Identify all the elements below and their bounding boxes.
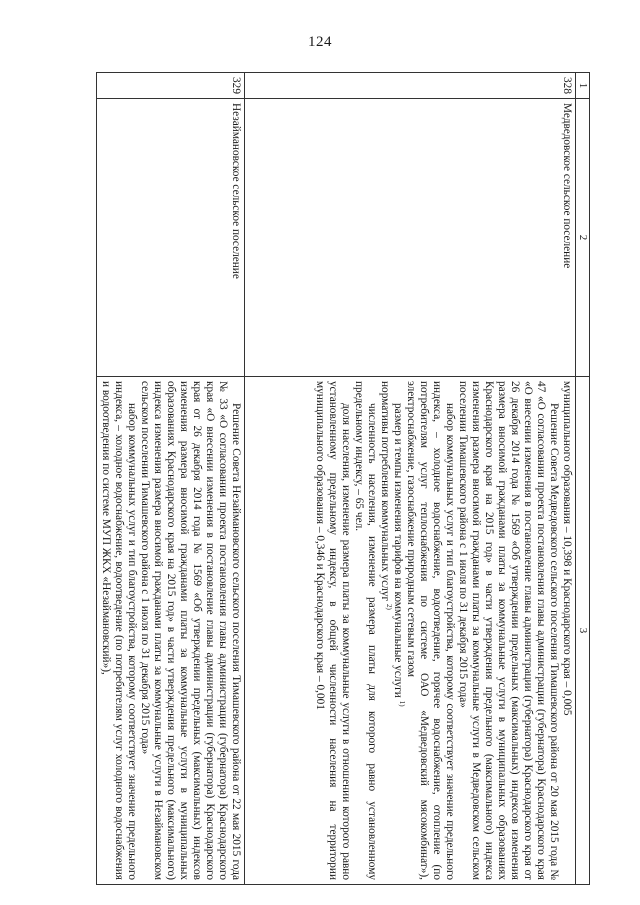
- row-content: [97, 377, 245, 885]
- content-paragraph: Решение Совета Незаймановского сельского поселения Тимашевского района от 22 мая 2015 года № 33 «О согласовании проекта постановления главы администрации (губернатора) Краснодарского края «О внесении изменения в постановление главы администрации (губернатора) Краснодарского края от 26 декабря 2014 года № 1569 «Об утверждении предельных (максимальных) индексов изменения размера вносимой гражданами платы за коммунальные услуги в муниципальных образованиях Краснодарского края на 2015 год» в части утверждения предельного (максимального) индекса изменения размера вносимой гражданами платы за коммунальные услуги в Незаймановском сельском поселении Тимашевского района с 1 июля по 31 декабря 2015 года»: [139, 381, 242, 880]
- content-paragraph: набор коммунальных услуг и тип благоустройства, которому соответствует значение предельного индекса, – холодное водоснабжение, водоотведение, горячее водоснабжение, отопление (по потребителям услуг теплоснабжения по системе ОАО «Медведовский мясокомбинат»), электроснабжение, газоснабжение природным сетевым газом: [405, 381, 456, 880]
- row-content: [245, 377, 576, 885]
- document-table: [96, 72, 590, 885]
- content-paragraph: размер и темпы изменения тарифов на коммунальные услуги $^{1)}$: [392, 403, 406, 707]
- content-paragraph: набор коммунальных услуг и тип благоустройства, которому соответствует значение предельного индекса, – холодное водоснабжение, водоотведение (по потребителям услуг холодного водоснабжения и водоотведения по системе МУП ЖКХ «Незаймановский»),: [100, 381, 138, 880]
- page-number: 124: [308, 34, 332, 50]
- content-paragraph: муниципального образования – 10,398 и Краснодарского края – 0,005: [561, 381, 573, 716]
- table-row: [245, 73, 576, 885]
- settlement-name: Незаймановское сельское поселение: [97, 99, 245, 377]
- rotated-page-content: [90, 72, 590, 884]
- column-header-content: 3: [576, 377, 590, 885]
- content-paragraph: численность населения, изменение размера платы для которого равно установленному предельному индексу, – 65 чел.: [353, 381, 378, 880]
- settlement-name: Медведовское сельское поселение: [245, 99, 576, 377]
- content-paragraph: доля населения, изменение размера платы за коммунальные услуги в отношении которого равно установленному предельному индексу, в общей численности населения на территории муниципального образования – 0,346 и Краснодарского края – 0,001: [314, 381, 352, 880]
- footnote-mark: 2): [384, 603, 393, 610]
- table-row: [97, 73, 245, 885]
- content-paragraph: Решение Совета Медведовского сельского поселения Тимашевского района от 20 мая 2015 года № 47 «О согласовании проекта постановления главы администрации (губернатора) Краснодарского края «О внесении изменения в постановление главы администрации (губернатора) Краснодарского края от 26 декабря 2014 года № 1569 «Об утверждении предельных (максимальных) индексов изменения размера вносимой гражданами платы за коммунальные услуги в муниципальных образованиях Краснодарского края на 2015 год» в части утверждения предельного (максимального) индекса изменения размера вносимой гражданами платы за коммунальные услуги в Медведовском сельском поселении Тимашевского района с 1 июля по 31 декабря 2015 года»: [457, 381, 560, 880]
- column-header-name: 2: [576, 99, 590, 377]
- row-number: 329: [97, 73, 245, 99]
- column-header-number: 1: [576, 73, 590, 99]
- content-paragraph: нормативы потребления коммунальных услуг $^{2)}$: [379, 381, 393, 610]
- row-number: 328: [245, 73, 576, 99]
- table-header-row: [576, 73, 590, 885]
- footnote-mark: 1): [397, 700, 406, 707]
